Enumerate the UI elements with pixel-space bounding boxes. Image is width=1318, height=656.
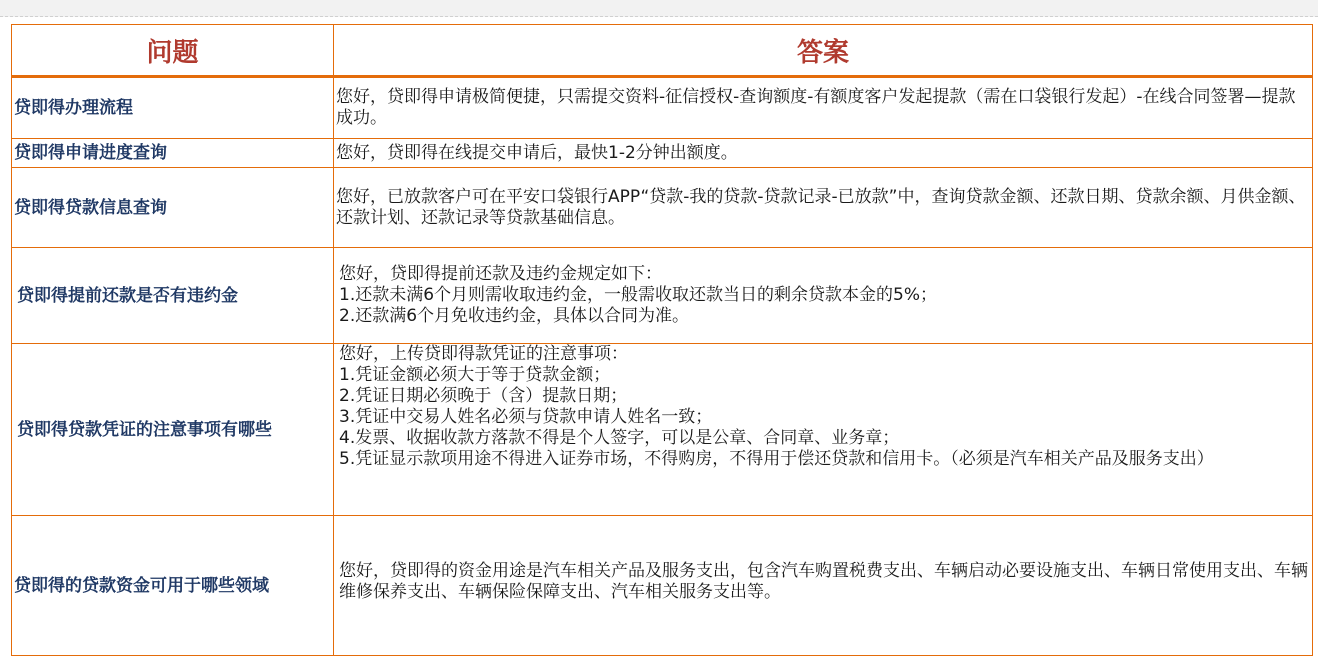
answer-text: 您好，贷即得的资金用途是汽车相关产品及服务支出，包含汽车购置税费支出、车辆启动必要设施支出、车辆日常使用支出、车辆维修保养支出、车辆保险保障支出、汽车相关服务支出等。 xyxy=(339,561,1308,602)
answer-cell xyxy=(334,516,1313,656)
answer-line: 2.凭证日期必须晚于（含）提款日期； xyxy=(339,386,628,406)
table-row xyxy=(12,139,1313,168)
answer-line: 您好，贷即得提前还款及违约金规定如下： xyxy=(339,264,662,284)
answer-cell xyxy=(334,168,1313,248)
table-row xyxy=(12,344,1313,516)
answer-text: 您好，贷即得申请极简便捷，只需提交资料-征信授权-查询额度-有额度客户发起提款（需在口袋银行发起）-在线合同签署—提款成功。 xyxy=(336,87,1296,128)
answer-line: 您好，上传贷即得款凭证的注意事项： xyxy=(339,344,628,364)
answer-cell xyxy=(334,344,1313,516)
answer-text: 您好，贷即得在线提交申请后，最快1-2分钟出额度。 xyxy=(336,142,738,163)
table-header-row xyxy=(12,25,1313,77)
answer-cell xyxy=(334,248,1313,344)
answer-cell xyxy=(334,77,1313,139)
faq-table xyxy=(11,24,1313,656)
answer-line: 2.还款满6个月免收违约金，具体以合同为准。 xyxy=(339,306,690,326)
question-cell: 贷即得办理流程 xyxy=(12,77,334,139)
answer-column-header: 答案 xyxy=(334,25,1313,77)
question-cell: 贷即得的贷款资金可用于哪些领域 xyxy=(12,516,334,656)
table-row xyxy=(12,516,1313,656)
table-row xyxy=(12,168,1313,248)
top-toolbar-strip xyxy=(0,0,1318,17)
answer-line: 1.还款未满6个月则需收取违约金，一般需收取还款当日的剩余贷款本金的5%； xyxy=(339,285,938,305)
question-cell: 贷即得申请进度查询 xyxy=(12,139,334,168)
answer-text: 您好，已放款客户可在平安口袋银行APP“贷款-我的贷款-贷款记录-已放款”中，查询贷款金额、还款日期、贷款余额、月供金额、还款计划、还款记录等贷款基础信息。 xyxy=(336,186,1306,228)
answer-line: 3.凭证中交易人姓名必须与贷款申请人姓名一致； xyxy=(339,407,713,427)
answer-line: 1.凭证金额必须大于等于贷款金额； xyxy=(339,365,611,385)
answer-cell xyxy=(334,139,1313,168)
answer-line: 4.发票、收据收款方落款不得是个人签字，可以是公章、合同章、业务章； xyxy=(339,428,900,448)
question-cell: 贷即得贷款信息查询 xyxy=(12,168,334,248)
table-row xyxy=(12,248,1313,344)
table-row xyxy=(12,77,1313,139)
question-cell: 贷即得提前还款是否有违约金 xyxy=(12,248,334,344)
answer-line: 5.凭证显示款项用途不得进入证券市场，不得购房，不得用于偿还贷款和信用卡。（必须是汽车相关产品及服务支出） xyxy=(339,449,1214,469)
question-column-header: 问题 xyxy=(12,25,334,77)
question-cell: 贷即得贷款凭证的注意事项有哪些 xyxy=(12,344,334,516)
